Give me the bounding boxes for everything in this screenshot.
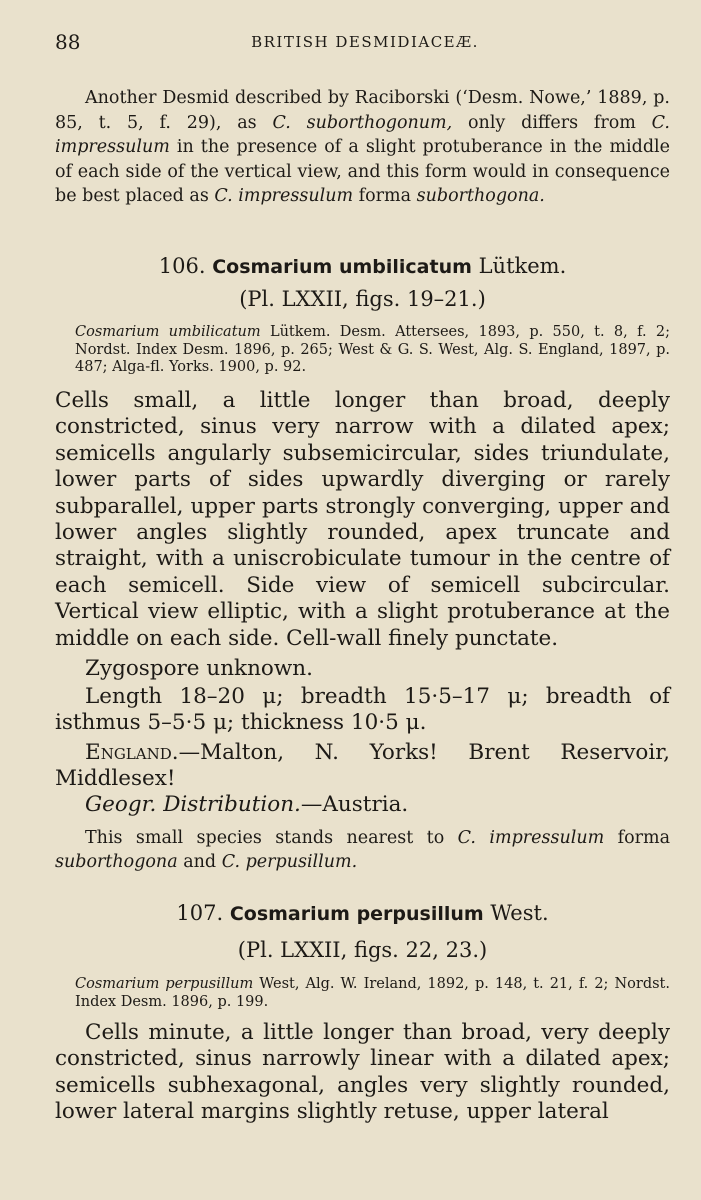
species-106-description: Cells small, a little longer than broad, deeply constricted, sinus very narrow with a dilated apex; semicells angularly subsemicircular, sides triundulate, lower parts of sides upwardly diverging or rarely subparallel, upper parts strongly converging, upper and lower angles slightly rounded, apex truncate and straight, with a uniscrobiculate tumour in the centre of each semicell. Side view of semicell subcircular. Vertical view elliptic, with a slight protuberance at the middle on each side. Cell-wall finely punctate.: [55, 388, 670, 651]
species-107-plate-ref: (Pl. LXXII, figs. 22, 23.): [237, 938, 488, 962]
species-name: Cosmarium perpusillum: [229, 903, 484, 925]
species-106-heading: [55, 254, 670, 278]
running-head: BRITISH DESMIDIACEÆ.: [251, 33, 479, 51]
species-106-geogr: Geogr. Distribution.—Austria.: [85, 792, 409, 817]
species-106-zygospore: Zygospore unknown.: [85, 656, 313, 681]
species-number: 107.: [176, 901, 224, 925]
species-106-dimensions: Length 18–20 μ; breadth 15·5–17 μ; breadth of isthmus 5–5·5 μ; thickness 10·5 μ.: [55, 684, 670, 736]
species-106-note: This small species stands nearest to C. impressulum forma suborthogona and C. perpusillum.: [55, 828, 671, 872]
species-authority: West.: [490, 901, 549, 925]
species-107-synonymy: Cosmarium perpusillum West, Alg. W. Ireland, 1892, p. 148, t. 21, f. 2; Nordst. Index Desm. 1896, p. 199.: [75, 976, 670, 1010]
species-107-heading: [55, 901, 670, 925]
species-number: 106.: [158, 254, 206, 278]
species-authority: Lütkem.: [478, 254, 567, 278]
page-header: [55, 30, 675, 60]
intro-paragraph: Another Desmid described by Raciborski (‘Desm. Nowe,’ 1889, p. 85, t. 5, f. 29), as C. suborthogonum, only differs from C. impressulum in the presence of a slight protuberance in the middle of each side of the vertical view, and this form would in consequence be best placed as C. impressulum forma suborthogona.: [55, 88, 670, 206]
species-name: Cosmarium umbilicatum: [212, 256, 472, 278]
page-number: 88: [55, 30, 81, 54]
species-106-synonymy: Cosmarium umbilicatum Lütkem. Desm. Attersees, 1893, p. 550, t. 8, f. 2; Nordst. Index Desm. 1896, p. 265; West & G. S. West, Alg. S. England, 1897, p. 487; Alga-fl. Yorks. 1900, p. 92.: [75, 324, 670, 375]
species-106-england: England.—Malton, N. Yorks! Brent Reservoir, Middlesex!: [55, 740, 670, 792]
species-106-plate-ref: (Pl. LXXII, figs. 19–21.): [239, 287, 486, 311]
species-107-description: Cells minute, a little longer than broad, very deeply constricted, sinus narrowly linear with a dilated apex; semicells subhexagonal, angles very slightly rounded, lower lateral margins slightly retuse, upper lateral: [55, 1020, 670, 1125]
